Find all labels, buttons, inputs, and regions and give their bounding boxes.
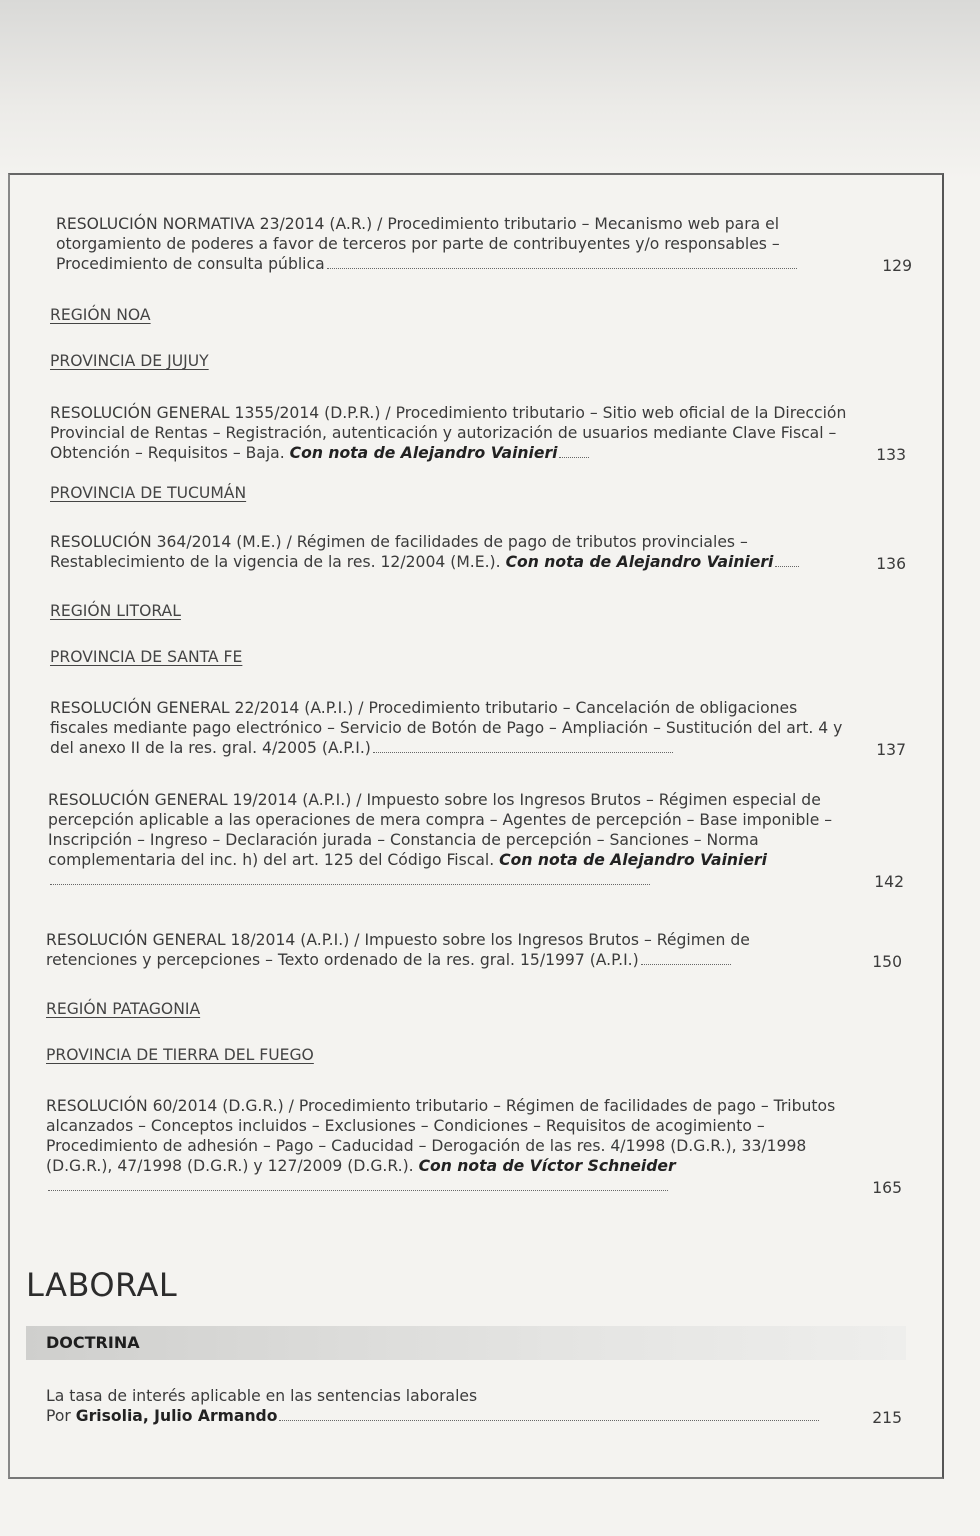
section-title: LABORAL [26,1266,178,1304]
heading-province-santa-fe: PROVINCIA DE SANTA FE [50,648,243,666]
heading-province-jujuy: PROVINCIA DE JUJUY [50,352,209,370]
leader-dots [641,962,731,965]
page-number: 215 [872,1409,902,1427]
page-number: 133 [876,446,906,464]
heading-province-tierra-del-fuego: PROVINCIA DE TIERRA DEL FUEGO [46,1046,314,1064]
heading-province-tucuman: PROVINCIA DE TUCUMÁN [50,484,247,502]
leader-dots [48,1188,668,1191]
entry-text: RESOLUCIÓN GENERAL 1355/2014 (D.P.R.) / Procedimiento tributario – Sitio web oficial de la Dirección Provincial de Rentas – Registración, autenticación y autorización de usuarios mediante Clave Fiscal – Obtención – Requisitos – Baja. [50,404,847,462]
toc-entry [46,930,902,971]
leader-dots [279,1418,819,1421]
entry-text: RESOLUCIÓN GENERAL 19/2014 (A.P.I.) / Impuesto sobre los Ingresos Brutos – Régimen especial de percepción aplicable a las operaciones de mera compra – Agentes de percepción – Base imponible – Inscripción – Ingreso – Declaración jurada – Constancia de percepción – Sanciones – Norma complementaria del inc. h) del art. 125 del Código Fiscal. [48,791,833,869]
doctrina-title: La tasa de interés aplicable en las sentencias laborales [46,1387,478,1405]
doctrina-author: Grisolia, Julio Armando [75,1407,278,1425]
toc-entry [50,698,906,759]
scan-shadow [0,0,980,180]
toc-entry [46,1096,902,1197]
leader-dots [50,882,650,885]
toc-entry [50,403,906,464]
entry-text: RESOLUCIÓN GENERAL 18/2014 (A.P.I.) / Impuesto sobre los Ingresos Brutos – Régimen de retenciones y percepciones – Texto ordenado de la res. gral. 15/1997 (A.P.I.) [46,931,750,969]
page-number: 150 [872,953,902,971]
page-number: 136 [876,555,906,573]
leader-dots [327,266,797,269]
heading-region-noa: REGIÓN NOA [50,306,151,324]
toc-entry [48,790,904,891]
page-number: 165 [872,1179,902,1197]
entry-note: Con nota de Víctor Schneider [418,1157,676,1175]
subsection-label: DOCTRINA [46,1333,140,1352]
leader-dots [775,564,799,567]
doctrina-entry [46,1386,902,1427]
entry-text: RESOLUCIÓN 364/2014 (M.E.) / Régimen de facilidades de pago de tributos provinciales – Restablecimiento de la vigencia de la res. 12/2004 (M.E.). [50,533,748,571]
leader-dots [373,750,673,753]
entry-text: RESOLUCIÓN GENERAL 22/2014 (A.P.I.) / Procedimiento tributario – Cancelación de obligaciones fiscales mediante pago electrónico – Servicio de Botón de Pago – Ampliación – Sustitución del art. 4 y del anexo II de la res. gral. 4/2005 (A.P.I.) [50,699,843,757]
entry-text: RESOLUCIÓN NORMATIVA 23/2014 (A.R.) / Procedimiento tributario – Mecanismo web para el otorgamiento de poderes a favor de terceros por parte de contribuyentes y/o responsables – Procedimiento de consulta pública [56,215,780,273]
subsection-bar [26,1326,906,1360]
heading-region-litoral: REGIÓN LITORAL [50,602,181,620]
page-number: 129 [882,257,912,275]
entry-text: RESOLUCIÓN 60/2014 (D.G.R.) / Procedimiento tributario – Régimen de facilidades de pago – Tributos alcanzados – Conceptos incluidos – Exclusiones – Condiciones – Requisitos de acogimiento – Procedimiento de adhesión – Pago – Caducidad – Derogación de las res. 4/1998 (D.G.R.), 33/1998 (D.G.R.), 47/1998 (D.G.R.) y 127/2009 (D.G.R.). [46,1097,836,1175]
page-number: 137 [876,741,906,759]
page-number: 142 [874,873,904,891]
heading-region-patagonia: REGIÓN PATAGONIA [46,1000,201,1018]
toc-entry [56,214,912,275]
toc-entry [50,532,906,573]
doctrina-by: Por [46,1407,71,1425]
leader-dots [559,455,589,458]
entry-note: Con nota de Alejandro Vainieri [289,444,558,462]
entry-note: Con nota de Alejandro Vainieri [499,851,767,869]
entry-note: Con nota de Alejandro Vainieri [505,553,774,571]
